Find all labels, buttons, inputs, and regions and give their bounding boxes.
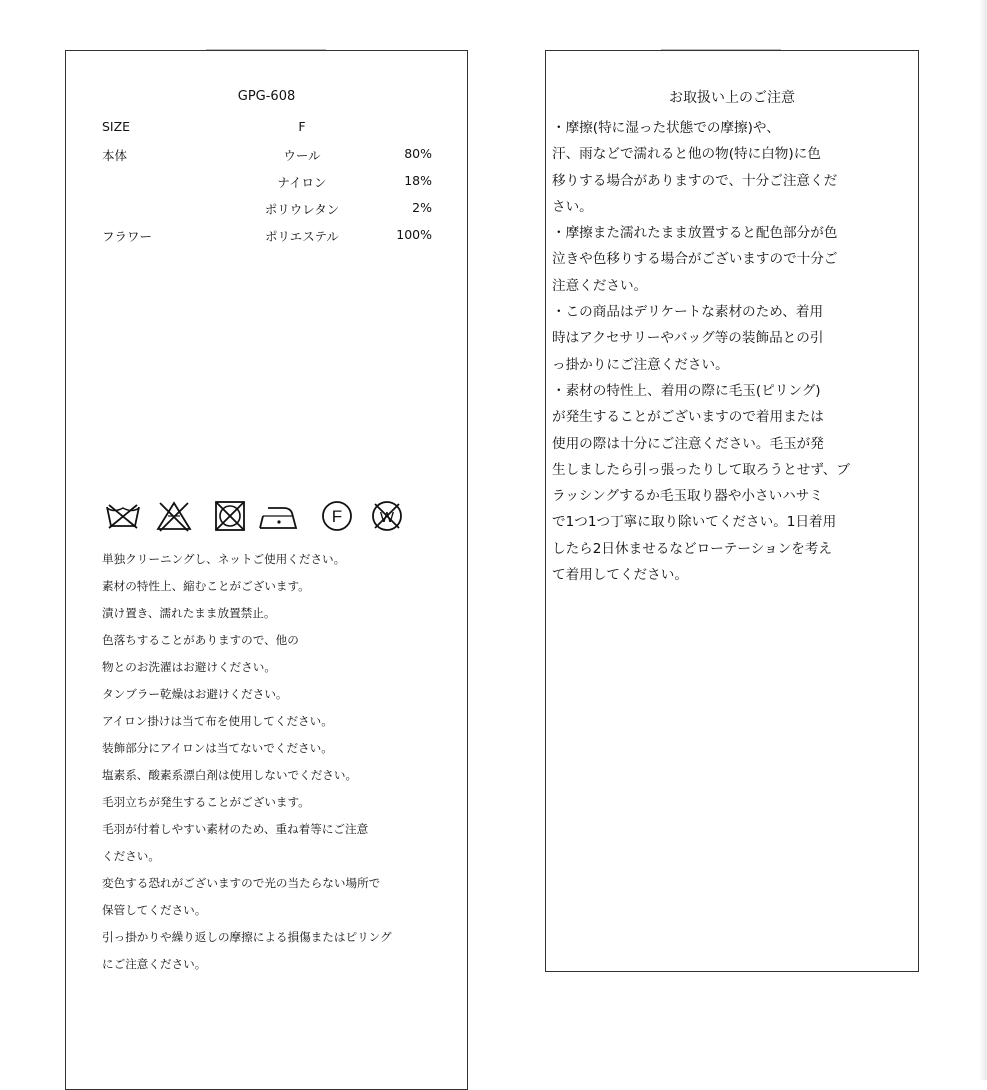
note-line: て着用してください。: [552, 567, 688, 584]
material-name: ウール: [283, 148, 321, 163]
composition-care-label: [65, 50, 468, 1090]
note-line: さい。: [552, 198, 593, 215]
composition-row: [102, 146, 432, 173]
care-line: 保管してください。: [102, 903, 207, 917]
note-line: 時はアクセサリーやバッグ等の装飾品との引: [552, 330, 824, 347]
material-percent: 100%: [396, 227, 432, 242]
note-line: 移りする場合がありますので、十分ご注意くだ: [552, 172, 838, 189]
care-line: 毛羽立ちが発生することがございます。: [102, 795, 310, 809]
note-line: したら2日休ませるなどローテーションを考え: [552, 540, 832, 557]
label-tick: [206, 49, 326, 50]
note-line: で1つ1つ丁寧に取り除いてください。1日着用: [552, 514, 837, 531]
no-wash-icon: [104, 499, 142, 533]
note-line: ・摩擦また濡れたまま放置すると配色部分が色: [552, 225, 838, 242]
care-line: 引っ掛かりや繰り返しの摩擦による損傷またはピリング: [102, 930, 392, 944]
material-name: ポリウレタン: [264, 202, 340, 217]
composition-row: [102, 227, 432, 254]
note-line: 注意ください。: [552, 277, 648, 294]
care-line: タンブラー乾燥はお避けください。: [102, 687, 288, 701]
note-line: 汗、雨などで濡れると他の物(特に白物)に色: [552, 146, 821, 163]
care-line: 変色する恐れがございますので光の当たらない場所で: [102, 876, 381, 890]
svg-text:F: F: [331, 507, 343, 526]
material-percent: 2%: [412, 200, 432, 215]
note-line: ・摩擦(特に湿った状態での摩擦)や、: [552, 120, 780, 136]
part-name: フラワー: [102, 229, 153, 244]
note-line: 泣きや色移りする場合がございますので十分ご: [552, 251, 838, 268]
note-line: っ掛かりにご注意ください。: [552, 356, 729, 373]
care-instructions: [102, 546, 442, 978]
care-line: 色落ちすることがありますので、他の: [102, 633, 299, 647]
size-label: SIZE: [102, 119, 131, 134]
material-name: ポリエステル: [265, 229, 339, 244]
no-wet-clean-icon: [369, 499, 405, 533]
composition-row: [102, 173, 432, 200]
notes-title: お取扱い上のご注意: [669, 90, 795, 106]
note-line: 生しましたら引っ張ったりして取ろうとせず、ブ: [552, 461, 850, 478]
note-line: 使用の際は十分にご注意ください。毛玉が発: [552, 435, 824, 452]
handling-notes: [552, 115, 912, 588]
care-line: 物とのお洗濯はお避けください。: [102, 660, 276, 674]
care-symbols: [104, 499, 414, 535]
material-name: ナイロン: [277, 175, 327, 190]
no-tumble-dry-icon: [212, 499, 248, 533]
material-percent: 18%: [404, 173, 432, 188]
care-line: 塩素系、酸素系漂白剤は使用しないでください。: [102, 768, 358, 782]
care-line: 装飾部分にアイロンは当てないでください。: [102, 741, 333, 755]
care-line: 素材の特性上、縮むことがございます。: [102, 579, 310, 593]
care-line: にご注意ください。: [102, 957, 207, 971]
care-line: ください。: [102, 849, 160, 863]
handling-notes-label: [545, 50, 919, 972]
iron-low-icon: [256, 499, 300, 533]
part-name: 本体: [102, 148, 128, 163]
no-bleach-icon: [154, 499, 194, 533]
composition-row: [102, 200, 432, 227]
composition-table: [102, 146, 432, 254]
care-line: 単独クリーニングし、ネットご使用ください。: [102, 552, 346, 566]
care-line: 漬け置き、濡れたまま放置禁止。: [102, 606, 276, 620]
dry-clean-f-icon: [319, 499, 355, 533]
material-percent: 80%: [404, 146, 432, 161]
svg-text:W: W: [379, 509, 395, 526]
note-line: ・素材の特性上、着用の際に毛玉(ピリング): [552, 382, 821, 399]
size-value: F: [298, 119, 306, 134]
note-line: が発生することがございますので着用または: [552, 409, 824, 426]
page-edge: [979, 0, 987, 1080]
note-line: ラッシングするか毛玉取り器や小さいハサミ: [552, 488, 823, 505]
care-line: 毛羽が付着しやすい素材のため、重ね着等にご注意: [102, 822, 369, 836]
model-number: GPG-608: [237, 89, 296, 104]
label-tick: [661, 49, 781, 50]
note-line: ・この商品はデリケートな素材のため、着用: [552, 304, 824, 321]
care-line: アイロン掛けは当て布を使用してください。: [102, 714, 333, 728]
